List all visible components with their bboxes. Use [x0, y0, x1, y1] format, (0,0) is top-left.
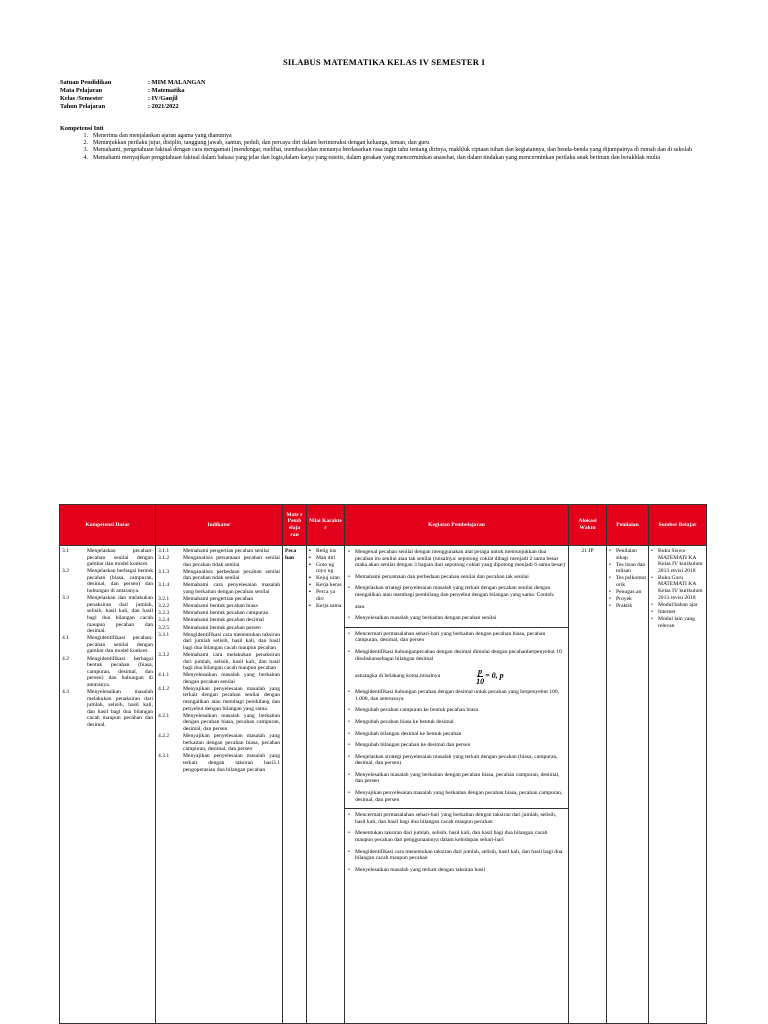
cell-nilai-karakter: [307, 546, 345, 1024]
meta-value: : 2021/2022: [148, 103, 179, 110]
indikator-item: [158, 555, 280, 568]
indikator-item: [158, 582, 280, 595]
list-item: • Mengubah bilangan pecahan ke desimal dan persen: [348, 742, 565, 749]
meta-key: Satuan Pendidikan: [60, 79, 112, 86]
indikator-code: 3.2.4: [158, 617, 170, 624]
cell-indikator: [156, 546, 283, 1024]
header-penilaian: Penilaian: [607, 505, 649, 546]
table-row: [60, 546, 707, 1024]
formula-caption: satuangka di belakang koma,misalnya: [355, 673, 441, 680]
meta-key: Kelas /Semester: [60, 95, 103, 102]
indikator-text: Menyajikan penyelesaian masalah yang terkait dengan pecahan senilai dengan mengalikan atau membagi pembilang dan penyebut dengan bilangan yang sama: [183, 685, 280, 712]
indikator-text: Memahami cara melakukan penaksiran dari jumlah, selisih, hasil kali, dan hasil bagi dua bilangan cacah maupun pecahan: [183, 651, 280, 672]
list-item: • Mengubah bilangan desimal ke bentuk pecahan: [348, 731, 565, 738]
kd-item: [62, 656, 153, 689]
header-materi: Mate r Pemb elaja ran: [283, 505, 307, 546]
list-item: ▪ Kerja sama: [309, 603, 342, 610]
indikator-item: [158, 632, 280, 652]
kd-code: 4.1: [62, 635, 69, 642]
indikator-code: 4.2.2: [158, 733, 170, 740]
list-item: • Memahami persamaan dan perbedaan pecahan senilai dan pecahan tak senilai: [348, 574, 565, 581]
header-kompetensi-dasar: Kompetensi Dasar: [60, 505, 156, 546]
list-item: • Menyajikan penyelesaian masalah yang berkaitan dengan pecahan biasa, pecahan campuran, desimal, dan persen: [348, 790, 565, 803]
indikator-code: 3.2.2: [158, 603, 170, 610]
indikator-text: Memahami bentuk pecahan persen: [183, 624, 261, 631]
list-item: • Mengubah pecahan biasa ke bentuk desimal: [348, 719, 565, 726]
list-item: • Menyelesaikan masalah yang terkait dengan taksiran hasil: [348, 867, 565, 874]
table-header-row: [60, 505, 707, 546]
header-sumber: Sumber Belajar: [649, 505, 707, 546]
kd-code: 3.1: [62, 548, 69, 554]
kompetensi-inti-list: [60, 133, 715, 162]
list-item: • Menjelaskan strategi penyelesaian masalah yang terkait dengan pecahan senilai dengan mengalikan atau membagi pembilang dan penyebut dengan bilangan yang sama. Contoh:: [348, 585, 565, 598]
kd-text: Menjelaskan dan melakukan penaksiran dari jumlah, selisih, hasil kali, dan hasil bagi dua bilangan cacah maupun pecahan dan desimal.: [87, 595, 153, 635]
kegiatan-group-3: [345, 809, 568, 873]
cell-materi: [283, 546, 307, 1024]
item-number: 2.: [83, 140, 88, 147]
indikator-code: 3.1.2: [158, 555, 170, 562]
item-text: Memahami menyajikan pengetahuan faktual dalam bahasa yang jelas dan logis,dalam karya yang estetis, dalam gerakan yang mencerminkan anasehat, dan dalam tindakan yang mencerminkan perilaku anak beriman dan berakhlak mulia: [93, 154, 660, 161]
list-item: ▪ Kejuj uran: [309, 575, 342, 582]
indikator-code: 3.1.1: [158, 548, 170, 554]
indikator-item: [158, 733, 280, 753]
list-item: • Menentukan taksiran dari jumlah, selisih, hasil kali, dan hasil bagi dua bilangan cacah maupun pecahan dan penggunaannya dalam kehidupan sehari-hari: [348, 830, 565, 843]
indikator-item: [158, 617, 280, 624]
header-indikator: Indikator: [156, 505, 283, 546]
indikator-item: [158, 713, 280, 733]
indikator-text: Memahami pengertian pecahan: [183, 596, 254, 603]
indikator-item: [158, 672, 280, 685]
meta-row: [60, 79, 205, 87]
indikator-text: Menyajikan penyelesaian masalah yang berkaitan dengan pecahan biasa, pecahan campuran, desimal, dan persen: [183, 733, 280, 753]
meta-row: [60, 87, 205, 95]
cell-penilaian: [607, 546, 649, 1024]
kd-item: [62, 689, 153, 729]
meta-key: Tahun Pelajaran: [60, 103, 106, 110]
indikator-item: [158, 603, 280, 610]
penilaian-list: [609, 548, 646, 610]
list-item: • Praktik: [609, 603, 646, 610]
cell-kompetensi-dasar: [60, 546, 156, 1024]
list-item: • Penilaian sikap: [609, 548, 646, 561]
kd-item: [62, 635, 153, 655]
alokasi-text: 21 JP: [581, 548, 594, 554]
indikator-code: 4.1.1: [158, 672, 170, 679]
formula-line: [348, 667, 565, 686]
indikator-text: Memahami cara penyelesaian masalah yang berkaitan dengan pecahan senilai: [183, 582, 280, 596]
indikator-item: [158, 686, 280, 712]
document-meta: [60, 79, 205, 111]
kd-text: Menjelaskan pecahan-pecahan senilai dengan gambar dan model konkret.: [87, 548, 153, 568]
list-item: ▪ Kerja keras: [309, 582, 342, 589]
cell-kegiatan: [345, 546, 569, 1024]
kegiatan-group-2: [345, 628, 568, 804]
list-item: • Mengidentifikasi cara menentukan taksiran dari jumlah, selisih, hasil kali, dan hasil bagi dua bilangan cacah maupun pecahan: [348, 849, 565, 862]
item-number: 1.: [83, 133, 88, 139]
indikator-item: [158, 610, 280, 617]
meta-row: [60, 95, 205, 103]
header-kegiatan: Kegiatan Pembelajaran: [345, 505, 569, 546]
item-number: 3.: [83, 147, 88, 154]
indikator-code: 3.3.2: [158, 651, 170, 658]
list-item: • Mencermati permasalahan sehari-hari yang berkaitan dengan pecahan biasa, pecahan campuran, desimal, dan persen: [348, 631, 565, 644]
list-item: [60, 147, 715, 154]
list-item: • Tes lisan dan tulisan: [609, 562, 646, 575]
indikator-item: [158, 569, 280, 582]
indikator-text: Menyajikan penyelesaian masalah yang terkait dengan taksiran hasi3.1 pengoperasian dua bilangan pecahan: [183, 753, 280, 773]
meta-value: : MIM MALANGAN: [148, 79, 206, 86]
meta-value: : IV/Ganjil: [148, 95, 178, 102]
meta-value: : Matematika: [148, 87, 185, 94]
list-item: • Modul/bahan ajar: [651, 602, 704, 609]
indikator-code: 4.3.1: [158, 753, 170, 760]
list-item: • Menyelesaikan masalah yang berkaitan dengan pecahan senilai: [348, 615, 565, 622]
list-item: • Tes psikomot orik: [609, 575, 646, 588]
indikator-code: 3.2.5: [158, 624, 170, 631]
kd-text: Mengidentifikasi berbagai bentuk pecahan (biasa, campuran, desimal, dan persen) dan hubungan di antaranya.: [87, 655, 153, 688]
meta-row: [60, 103, 205, 111]
list-item: [60, 133, 715, 140]
kd-item: [62, 568, 153, 594]
indikator-code: 3.3.1: [158, 631, 170, 638]
kd-code: 4.2: [62, 655, 69, 662]
list-item: • Modul lain yang relevan: [651, 616, 704, 629]
list-item: • Menyelesaikan masalah yang berkaitan dengan pecahan biasa, pecahan campuran, desimal, dan persen: [348, 772, 565, 785]
list-item: • Proyek: [609, 596, 646, 603]
fraction: [476, 667, 484, 686]
indikator-text: Menganalisis perbedaan pecahan senilai dan pecahan tidak senilai: [183, 568, 280, 582]
meta-key: Mata Pelajaran: [60, 87, 103, 94]
list-item: • Mencermati permasalahan sehari-hari yang berkaitan dengan taksiran dari jumlah, selisih, hasil kali, dan hasil bagi dua bilangan cacah maupun pecahan: [348, 812, 565, 825]
indikator-text: Memahami bentuk pecahan biasa: [183, 603, 258, 610]
list-item: • Internet: [651, 609, 704, 616]
item-number: 4.: [83, 154, 88, 161]
list-item: • Buku Siswa MATEMATI KA Kelas IV kurikulum 2013 revisi 2018: [651, 548, 704, 574]
list-item: • Penugas an: [609, 589, 646, 596]
list-item: ▪ Man diri: [309, 555, 342, 562]
kd-text: Menjelaskan berbagai bentuk pecahan (biasa, campuran, desimal, dan persen) dan hubungan di antaranya.: [87, 568, 153, 595]
list-item: ▪ Goto ng royo ng: [309, 562, 342, 575]
indikator-code: 4.1.2: [158, 685, 170, 692]
indikator-text: Memahami pengertian pecahan senilai: [183, 548, 270, 554]
fraction-denominator: 10: [476, 677, 485, 687]
indikator-item: [158, 548, 280, 555]
materi-text: Peca han: [285, 548, 297, 561]
indikator-text: Menyelesaikan masalah yang berkaitan dengan pecahan biasa, pecahan campuran, desimal, dan persen: [183, 712, 280, 732]
kd-text: Mengidentifikasi pecahan-pecahan senilai dengan gambar dan model konkret.: [87, 635, 153, 655]
header-alokasi: Alokasi Waktu: [569, 505, 607, 546]
kd-code: 3.2: [62, 568, 69, 575]
sumber-list: [651, 548, 704, 629]
list-item: [60, 155, 715, 162]
indikator-item: [158, 652, 280, 672]
list-item: • Mengidentifikasi hubunganpecahan dengan desimal dimulai dengan pecahanberpenyebut 10 dituliskansebagai bilangan desimal: [348, 649, 565, 662]
indikator-item: [158, 753, 280, 773]
indikator-code: 3.2.3: [158, 610, 170, 617]
indikator-text: Mengidentifikasi cara menentukan taksiran dari jumlah selisih, hasil kali, dan hasil bagi dua bilangan cacah maupun pecahan: [183, 631, 280, 651]
indikator-text: Menyelesaikan masalah yang berkaitan dengan pecahan senilai: [183, 672, 280, 685]
kompetensi-inti-title: Kompetensi Inti: [60, 125, 104, 132]
item-text: Menerima dan menjalankan ajaran agama yang dianutnya: [93, 133, 232, 139]
cell-alokasi: [569, 546, 607, 1024]
silabus-table: [59, 504, 707, 1024]
indikator-code: 3.1.3: [158, 568, 170, 575]
nilai-list: [309, 548, 342, 609]
list-item: • Mengidentifikasi hubungan pecahan dengan desimal untuk pecahan yang berpenyebut 100, 1.000, dan seterusnya: [348, 689, 565, 702]
indikator-item: [158, 625, 280, 632]
list-item: • Mengenal pecahan senilai dengan menggunakan alat peraga untuk memunjukkan dua pecahan itu senilai atau tak senilai (misalnya: sepotong coklat dibagi menjadi 2 sama besar maka akan senilai dengan 3 bagian dari sepotong coklat yang dipotong menjadi 6 sama besar): [348, 549, 565, 569]
page-title: SILABUS MATEMATIKA KELAS IV SEMESTER I: [283, 57, 485, 67]
kd-text: Menyelesaikan masalah melakukan penaksiran dari jumlah, selisih, hasil kali, dan hasil bagi dua bilangan cacah maupun pecahan dan desimal.: [87, 688, 153, 728]
indikator-item: [158, 596, 280, 603]
kegiatan-group-1: [345, 546, 568, 622]
indikator-text: Memahami bentuk pecahan decimal: [183, 617, 264, 624]
list-item: • Mengubah pecahan campuran ke bentuk pecahan biasa: [348, 707, 565, 714]
kd-item: [62, 595, 153, 635]
formula-result: = 0, p: [485, 671, 504, 681]
list-item: ▪ Relig ius: [309, 548, 342, 555]
kegiatan-atau: atau: [355, 603, 365, 610]
list-item: • Buku Guru MATEMATI KA Kelas IV kurikulum 2013 revisi 2018: [651, 575, 704, 601]
list-item: ▪ Perca ya diri: [309, 589, 342, 602]
indikator-code: 4.2.1: [158, 712, 170, 719]
list-item: • Menjelaskan strategi penyelesaian masalah yang terkait dengan pecahan (biasa, campuran, desimal, dan persen): [348, 754, 565, 767]
kd-item: [62, 548, 153, 568]
item-text: Menunjukkan perilaku jujur, disiplin, tanggung jawab, santun, peduli, dan percaya diri dalam berinteraksi dengan keluarga, teman, dan guru: [93, 140, 430, 147]
cell-sumber: [649, 546, 707, 1024]
kd-code: 4.3: [62, 688, 69, 695]
indikator-code: 3.1.4: [158, 582, 170, 589]
indikator-text: Memahami bentuk pecahan campuran: [183, 610, 269, 617]
fraction-numerator: p: [478, 667, 483, 677]
kd-code: 3.3: [62, 595, 69, 602]
indikator-text: Menganalisis persamaan pecahan senilai dan pecahan tidak senilai: [183, 555, 280, 568]
indikator-code: 3.2.1: [158, 596, 170, 603]
item-text: Memahami, pengetahuan faktual dengan cara mengamati [mendengar, melihat, membaca]dan menanya berdasarkan rasa ingin tahu tentang dirinya, makhluk ciptaan tuhan dan kegiatannya, dan benda-benda yang dijumpainya di rumah dan di sekolah: [93, 147, 692, 154]
header-nilai-karakter: Nilai Karakte r: [307, 505, 345, 546]
